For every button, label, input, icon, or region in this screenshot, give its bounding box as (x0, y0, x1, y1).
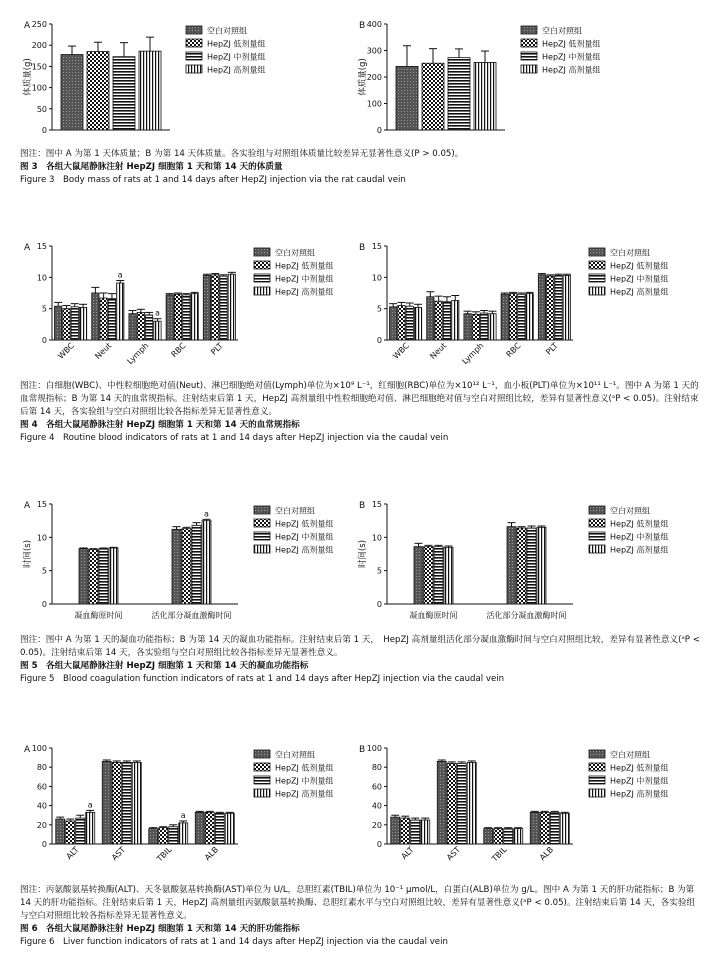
legend-swatch (589, 789, 605, 797)
legend-swatch (254, 789, 270, 797)
legend-label: HepZJ 低剂量组 (610, 519, 669, 529)
fig5-panel-a (20, 494, 350, 626)
legend-swatch (521, 39, 537, 47)
y-tick-label: 20 (371, 820, 382, 830)
legend-label: 空白对照组 (542, 26, 582, 36)
bar (89, 549, 98, 604)
significance-mark: a (87, 800, 93, 810)
y-tick-label: 100 (366, 744, 382, 753)
bar (467, 762, 476, 844)
chart-svg (20, 236, 350, 366)
y-tick-label: 15 (371, 500, 382, 509)
legend-label: 空白对照组 (275, 750, 315, 760)
legend-label: HepZJ 低剂量组 (610, 763, 669, 773)
y-tick-label: 15 (36, 500, 47, 509)
x-tick-label: RBC (504, 341, 523, 360)
legend-label: HepZJ 高剂量组 (207, 65, 266, 75)
legend-label: HepZJ 高剂量组 (275, 287, 334, 297)
legend-label: HepZJ 低剂量组 (275, 261, 334, 271)
bar (452, 301, 459, 340)
fig6-panel-a (20, 738, 350, 870)
legend-swatch (186, 65, 202, 73)
legend-label: HepZJ 中剂量组 (275, 532, 334, 542)
bar (504, 829, 513, 844)
bar (437, 761, 446, 844)
bar (390, 307, 397, 340)
fig4-title-en: Figure 4 Routine blood indicators of rats at 1 and 14 days after HepZJ injection via the caudal vein (20, 433, 449, 443)
legend-swatch (589, 248, 605, 256)
y-tick-label: 80 (371, 763, 382, 773)
bar (406, 306, 413, 340)
legend-label: HepZJ 中剂量组 (275, 274, 334, 284)
x-tick-label: Neut (93, 341, 114, 361)
y-tick-label: 0 (41, 336, 47, 345)
legend-label: HepZJ 中剂量组 (207, 52, 266, 62)
bar (129, 314, 136, 340)
legend-swatch (521, 52, 537, 60)
fig3-note: 图注：图中 A 为第 1 天体质量；B 为第 14 天体质量。各实验组与对照组体质量比较差异无显著性意义(P > 0.05)。 (20, 149, 464, 159)
bar (99, 549, 108, 604)
x-tick-label: WBC (391, 341, 412, 361)
y-tick-label: 400 (366, 20, 382, 29)
chart-svg (355, 738, 695, 870)
x-tick-label: 活化部分凝血激酶时间 (151, 611, 232, 620)
bar (447, 763, 456, 844)
significance-mark: a (154, 308, 160, 318)
bar (191, 294, 198, 340)
legend-swatch (254, 248, 270, 256)
bar (212, 275, 219, 340)
x-tick-label: PLT (544, 341, 560, 357)
y-tick-label: 0 (376, 126, 382, 135)
bar (117, 283, 124, 340)
y-tick-label: 150 (31, 62, 47, 72)
legend-swatch (254, 506, 270, 514)
bar (540, 812, 549, 844)
y-axis-label: 时间(s) (358, 539, 368, 569)
x-tick-label: PLT (209, 341, 225, 357)
y-tick-label: 300 (366, 46, 382, 56)
bar (448, 58, 470, 130)
fig4-title-cn: 图 4 各组大鼠尾静脉注射 HepZJ 细胞第 1 天和第 14 天的血常规指标 (20, 420, 300, 430)
y-tick-label: 100 (366, 99, 382, 109)
bar (149, 829, 158, 844)
bar (457, 763, 466, 844)
bar (112, 762, 121, 844)
fig6-caption (20, 884, 700, 949)
fig6-title-en: Figure 6 Liver function indicators of rats at 1 and 14 days after HepZJ injection via the caudal vein (20, 937, 448, 947)
bar (225, 813, 234, 844)
y-tick-label: 100 (31, 83, 47, 93)
bar (76, 818, 85, 844)
legend-label: HepZJ 低剂量组 (610, 261, 669, 271)
y-tick-label: 0 (41, 126, 47, 135)
legend-swatch (254, 261, 270, 269)
fig3-title-en: Figure 3 Body mass of rats at 1 and 14 days after HepZJ injection via the rat caudal vein (20, 175, 406, 185)
bar (183, 295, 190, 340)
fig5-title-cn: 图 5 各组大鼠尾静脉注射 HepZJ 细胞第 1 天和第 14 天的凝血功能指标 (20, 661, 309, 671)
fig6-panel-b (355, 738, 695, 870)
legend-label: HepZJ 中剂量组 (610, 274, 669, 284)
y-tick-label: 40 (36, 801, 47, 811)
bar (169, 827, 178, 844)
legend-swatch (589, 519, 605, 527)
y-axis-label: 时间(s) (23, 539, 33, 569)
bar (538, 275, 545, 340)
bar (192, 525, 201, 604)
bar (443, 302, 450, 340)
bar (79, 307, 86, 340)
fig4-note: 图注：白细胞(WBC)、中性粒细胞绝对值(Neut)、淋巴细胞绝对值(Lymph)单位为×10⁹ L⁻¹，红细胞(RBC)单位为×10¹² L⁻¹，血小板(PLT)单位为×10¹¹ L⁻¹。图中 A 为第 1 天的血常规指标；B 为第 14 天的血常规指标。注射结束后第 1 天，HepZJ 高剂量组中性粒细胞绝对值、淋巴细胞绝对值与空白对照组比较，差异有显著性意义(ᵃP < 0.05)。注射结束后第 14 天，各实验组与空白对照组比较各指标差异无显著性意义。 (20, 381, 699, 417)
legend-swatch (589, 763, 605, 771)
legend-swatch (589, 776, 605, 784)
panel-label: A (24, 501, 31, 511)
legend-label: 空白对照组 (207, 26, 247, 36)
bar (398, 306, 405, 340)
chart-svg (355, 236, 695, 366)
y-tick-label: 0 (41, 840, 47, 849)
x-tick-label: Neut (428, 341, 449, 361)
legend-label: 空白对照组 (275, 506, 315, 516)
legend-label: HepZJ 低剂量组 (275, 763, 334, 773)
x-tick-label: ALB (537, 845, 556, 863)
legend-label: 空白对照组 (610, 750, 650, 760)
bar (139, 51, 161, 130)
legend-swatch (589, 287, 605, 295)
legend-swatch (254, 776, 270, 784)
legend-swatch (521, 65, 537, 73)
legend-label: 空白对照组 (610, 506, 650, 516)
x-tick-label: AST (444, 845, 463, 863)
panel-label: B (359, 501, 366, 511)
y-tick-label: 10 (371, 533, 382, 543)
bar (166, 295, 173, 340)
bar (518, 294, 525, 340)
bar (527, 528, 536, 604)
bar (215, 813, 224, 844)
x-tick-label: RBC (169, 341, 188, 360)
x-tick-label: AST (109, 845, 128, 863)
chart-svg (355, 494, 695, 626)
legend-label: 空白对照组 (610, 248, 650, 258)
chart-svg (20, 494, 350, 626)
bar (563, 275, 570, 340)
y-axis-label: 体质量(g) (358, 58, 368, 96)
fig5-caption (20, 634, 700, 686)
panel-label: B (359, 745, 366, 755)
legend-swatch (589, 261, 605, 269)
legend-label: HepZJ 高剂量组 (275, 789, 334, 799)
y-tick-label: 40 (371, 801, 382, 811)
bar (481, 313, 488, 340)
x-tick-label: 凝血酶原时间 (74, 611, 123, 620)
legend-label: HepZJ 高剂量组 (542, 65, 601, 75)
fig6-title-cn: 图 6 各组大鼠尾静脉注射 HepZJ 细胞第 1 天和第 14 天的肝功能指标 (20, 924, 300, 934)
fig3-caption (20, 148, 700, 187)
bar (132, 762, 141, 844)
bar (517, 528, 526, 604)
bar (154, 321, 161, 340)
bar (472, 314, 479, 340)
y-axis-label: 体质量(g) (23, 58, 33, 96)
legend-label: HepZJ 高剂量组 (610, 545, 669, 555)
bar (66, 821, 75, 844)
bar (159, 828, 168, 844)
x-tick-label: TBIL (490, 845, 509, 864)
y-tick-label: 5 (41, 566, 47, 576)
legend-swatch (589, 274, 605, 282)
bar (501, 294, 508, 340)
legend-label: HepZJ 低剂量组 (275, 519, 334, 529)
bar (179, 823, 188, 844)
panel-label: A (24, 243, 31, 253)
legend-label: HepZJ 低剂量组 (542, 39, 601, 49)
y-tick-label: 60 (371, 782, 382, 792)
bar (414, 307, 421, 340)
legend-label: HepZJ 中剂量组 (275, 776, 334, 786)
bar (113, 57, 135, 130)
bar (507, 527, 516, 604)
bar (422, 63, 444, 130)
bar (172, 529, 181, 604)
bar (146, 315, 153, 340)
fig3-panel-a (20, 14, 350, 142)
significance-mark: a (204, 509, 209, 519)
bar (550, 812, 559, 844)
legend-swatch (254, 763, 270, 771)
bar (220, 276, 227, 340)
bar (547, 276, 554, 340)
bar (489, 314, 496, 340)
bar (122, 762, 131, 844)
y-tick-label: 50 (36, 104, 47, 114)
y-tick-label: 250 (31, 20, 47, 29)
y-tick-label: 60 (36, 782, 47, 792)
bar (228, 274, 235, 340)
panel-label: A (24, 745, 31, 755)
y-tick-label: 5 (41, 304, 47, 314)
bar (555, 275, 562, 340)
bar (391, 817, 400, 844)
y-tick-label: 200 (31, 41, 47, 51)
fig4-panel-b (355, 236, 695, 366)
y-tick-label: 0 (376, 336, 382, 345)
bar (494, 829, 503, 844)
panel-label: B (359, 243, 366, 253)
bar (137, 312, 144, 340)
legend-label: HepZJ 中剂量组 (610, 532, 669, 542)
bar (509, 294, 516, 340)
y-tick-label: 15 (371, 242, 382, 251)
y-tick-label: 0 (376, 840, 382, 849)
bar (411, 820, 420, 844)
x-tick-label: ALB (202, 845, 221, 863)
y-tick-label: 20 (36, 820, 47, 830)
bar (102, 761, 111, 844)
bar (71, 307, 78, 340)
bar (464, 314, 471, 340)
fig4-panel-a (20, 236, 350, 366)
x-tick-label: ALT (399, 845, 416, 862)
x-tick-label: 凝血酶原时间 (409, 611, 458, 620)
fig5-panel-b (355, 494, 695, 626)
y-tick-label: 0 (376, 600, 382, 609)
legend-swatch (254, 287, 270, 295)
bar (435, 301, 442, 340)
legend-label: HepZJ 高剂量组 (275, 545, 334, 555)
bar (92, 293, 99, 340)
legend-swatch (589, 532, 605, 540)
bar (474, 62, 496, 130)
bar (484, 829, 493, 844)
bar (560, 813, 569, 844)
bar (203, 275, 210, 340)
legend-label: HepZJ 中剂量组 (542, 52, 601, 62)
bar (56, 819, 65, 844)
legend-swatch (521, 26, 537, 34)
bar (401, 818, 410, 844)
fig3-panel-b (355, 14, 695, 142)
bar (205, 812, 214, 844)
bar (202, 521, 211, 604)
bar (414, 547, 423, 604)
panel-label: A (24, 21, 31, 31)
y-tick-label: 5 (376, 566, 382, 576)
fig4-caption (20, 380, 700, 445)
bar (63, 309, 70, 340)
bar (537, 527, 546, 604)
legend-swatch (186, 26, 202, 34)
legend-swatch (254, 545, 270, 553)
bar (100, 298, 107, 340)
y-tick-label: 10 (36, 273, 47, 283)
fig5-note: 图注：图中 A 为第 1 天的凝血功能指标；B 为第 14 天的凝血功能指标。注射结束后第 1 天， HepZJ 高剂量组活化部分凝血激酶时间与空白对照组比较，差异有显著性意义(ᵃP < 0.05)。注射结束后第 14 天，各实验组与空白对照组比较各指标差异无显著性意义。 (20, 635, 700, 658)
y-tick-label: 10 (36, 533, 47, 543)
y-tick-label: 0 (41, 600, 47, 609)
legend-swatch (589, 750, 605, 758)
x-tick-label: Lymph (460, 341, 486, 367)
legend-swatch (589, 506, 605, 514)
x-tick-label: Lymph (125, 341, 151, 367)
legend-swatch (254, 532, 270, 540)
y-tick-label: 100 (31, 744, 47, 753)
fig6-note: 图注：丙氨酸氨基转换酶(ALT)、天冬氨酸氨基转换酶(AST)单位为 U/L，总胆红素(TBIL)单位为 10⁻¹ μmol/L，白蛋白(ALB)单位为 g/L。图中 A 为第 1 天的肝功能指标；B 为第 14 天的肝功能指标。注射结束后第 1 天，HepZJ 高剂量组丙氨酸氨基转换酶、总胆红素水平与空白对照组比较，差异有显著性意义(ᵃP < 0.05)。注射结束后第 14 天，各实验组与空白对照组比较各指标差异无显著性意义。 (20, 885, 696, 921)
x-tick-label: 活化部分凝血激酶时间 (486, 611, 567, 620)
y-tick-label: 15 (36, 242, 47, 251)
chart-svg (20, 738, 350, 870)
legend-label: HepZJ 中剂量组 (610, 776, 669, 786)
chart-svg (20, 14, 350, 142)
bar (427, 297, 434, 340)
significance-mark: a (117, 270, 123, 280)
y-tick-label: 80 (36, 763, 47, 773)
legend-swatch (589, 545, 605, 553)
x-tick-label: TBIL (155, 845, 174, 864)
x-tick-label: WBC (56, 341, 77, 361)
bar (396, 66, 418, 130)
bar (87, 52, 109, 130)
bar (109, 548, 118, 604)
legend-swatch (186, 39, 202, 47)
legend-label: HepZJ 低剂量组 (207, 39, 266, 49)
legend-swatch (254, 519, 270, 527)
bar (86, 812, 95, 844)
bar (530, 812, 539, 844)
legend-label: 空白对照组 (275, 248, 315, 258)
legend-swatch (254, 750, 270, 758)
bar (526, 294, 533, 340)
fig3-title-cn: 图 3 各组大鼠尾静脉注射 HepZJ 细胞第 1 天和第 14 天的体质量 (20, 162, 283, 172)
bar (434, 547, 443, 604)
bar (174, 294, 181, 340)
significance-mark: a (180, 810, 186, 820)
panel-label: B (359, 21, 366, 31)
bar (61, 55, 83, 130)
bar (424, 547, 433, 604)
legend-swatch (254, 274, 270, 282)
y-tick-label: 5 (376, 304, 382, 314)
legend-label: HepZJ 高剂量组 (610, 789, 669, 799)
bar (182, 529, 191, 604)
legend-label: HepZJ 高剂量组 (610, 287, 669, 297)
chart-svg (355, 14, 695, 142)
y-tick-label: 200 (366, 73, 382, 82)
bar (444, 547, 453, 604)
bar (195, 812, 204, 844)
fig5-title-en: Figure 5 Blood coagulation function indicators of rats at 1 and 14 days after HepZJ injection via the caudal vein (20, 674, 505, 684)
y-tick-label: 10 (371, 273, 382, 283)
bar (421, 820, 430, 844)
x-tick-label: ALT (64, 845, 81, 862)
bar (108, 299, 115, 340)
bar (55, 306, 62, 340)
bar (79, 549, 88, 604)
legend-swatch (186, 52, 202, 60)
bar (514, 829, 523, 844)
